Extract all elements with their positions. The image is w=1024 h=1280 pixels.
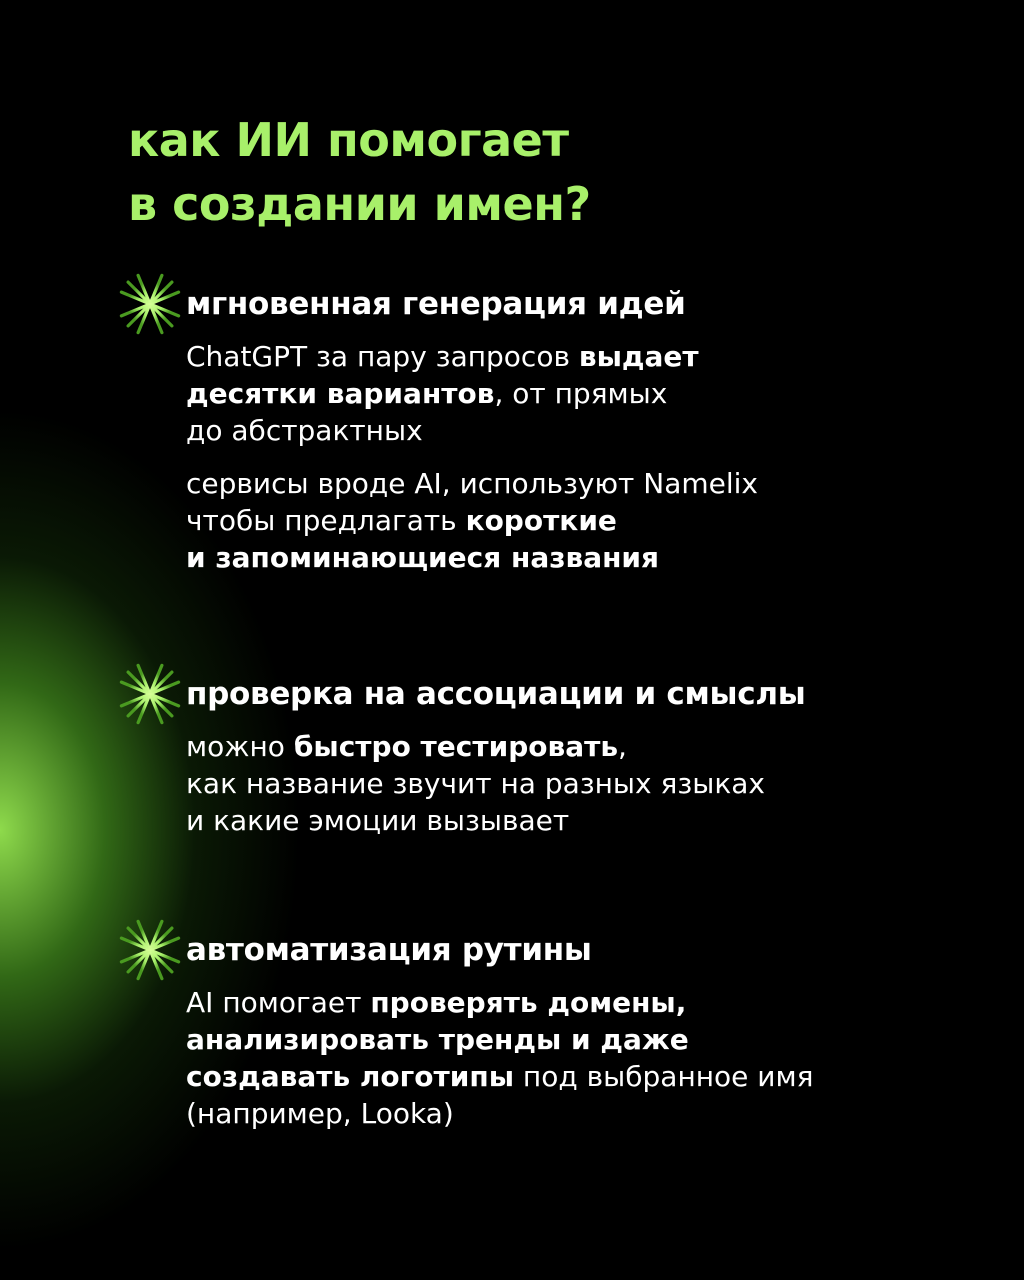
text: до абстрактных [186,414,423,447]
text: , [618,730,627,763]
text: под выбранное имя [514,1060,814,1093]
section-routine-automation [118,916,998,1132]
bold-text: проверять домены, [370,986,687,1019]
text: ChatGPT за пару запросов [186,340,579,373]
section-heading-text: автоматизация рутины [186,932,592,968]
asterisk-burst-icon [118,916,182,984]
section-heading [118,660,998,728]
text: как название звучит на разных языках [186,767,765,800]
text: чтобы предлагать [186,504,466,537]
section-body [118,728,998,839]
bold-text: быстро тестировать [293,730,619,763]
title-line-2: в создании имен? [128,177,591,231]
section-association-check [118,660,998,839]
page-title [128,108,591,236]
section-heading-text: проверка на ассоциации и смыслы [186,676,806,712]
paragraph [186,984,998,1132]
bold-text: анализировать тренды и даже [186,1023,689,1056]
bold-text: короткие [465,504,617,537]
asterisk-burst-icon [118,270,182,338]
text: AI помогает [186,986,371,1019]
section-heading [118,916,998,984]
section-body [118,338,998,576]
text: и какие эмоции вызывает [186,804,570,837]
section-body [118,984,998,1132]
bold-text: создавать логотипы [186,1060,515,1093]
text: , от прямых [494,377,668,410]
bold-text: десятки вариантов [186,377,495,410]
section-heading [118,270,998,338]
bold-text: выдает [578,340,699,373]
section-heading-text: мгновенная генерация идей [186,286,686,322]
title-line-1: как ИИ помогает [128,113,569,167]
text: можно [186,730,294,763]
section-instant-generation [118,270,998,576]
paragraph [186,728,998,839]
paragraph [186,465,998,576]
paragraph [186,338,998,449]
paragraph-gap [118,449,998,465]
bold-text: и запоминающиеся названия [186,541,660,574]
asterisk-burst-icon [118,660,182,728]
text: сервисы вроде AI, используют Namelix [186,467,759,500]
text: (например, Looka) [186,1097,454,1130]
